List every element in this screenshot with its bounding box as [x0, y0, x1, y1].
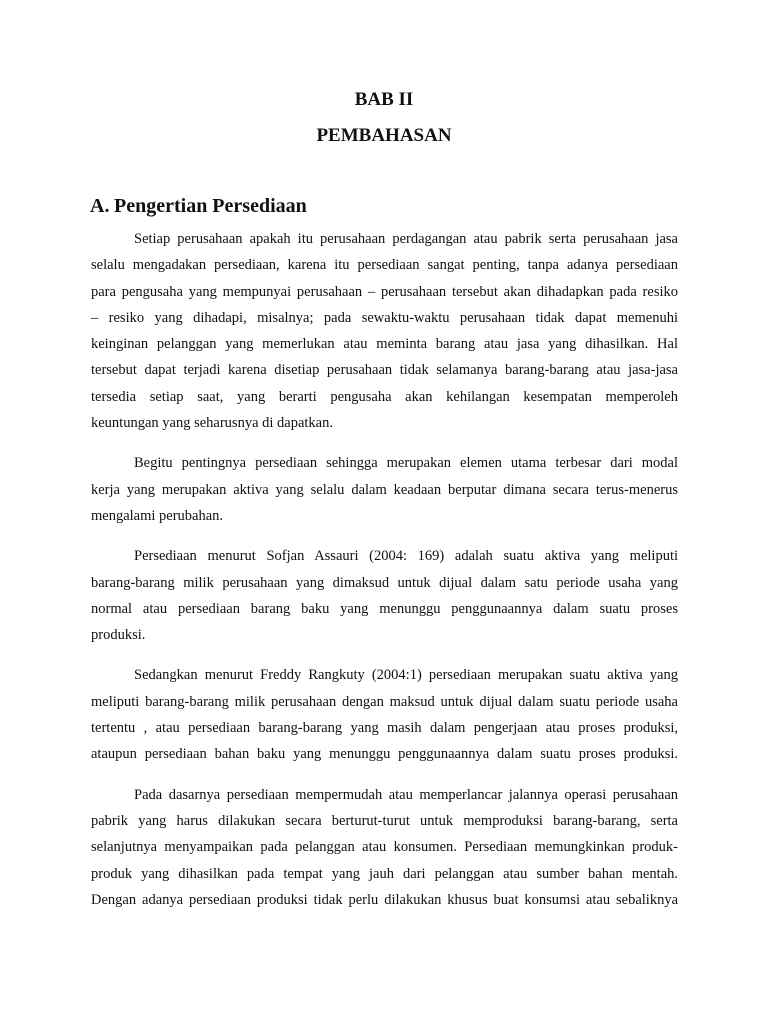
text-line: selalu mengadakan persediaan, karena itu persediaan sangat penting, tanpa adanya persediaan	[91, 257, 678, 274]
text-line: Pada dasarnya persediaan mempermudah atau memperlancar jalannya operasi perusahaan	[134, 786, 678, 803]
text-line: keinginan pelanggan yang memerlukan atau meminta barang atau jasa yang dihasilkan. Hal	[91, 336, 678, 353]
section-number: A.	[90, 195, 110, 217]
paragraph	[91, 450, 678, 529]
paragraph	[91, 226, 678, 436]
paragraph	[91, 543, 678, 648]
paragraph	[91, 782, 678, 913]
body-text	[91, 226, 678, 927]
text-line: para pengusaha yang mempunyai perusahaan – perusahaan tersebut akan dihadapkan pada resiko	[91, 283, 678, 300]
section-title: Pengertian Persediaan	[114, 195, 307, 217]
section-heading	[90, 193, 307, 219]
text-line: Sedangkan menurut Freddy Rangkuty (2004:1) persediaan merupakan suatu aktiva yang	[134, 667, 678, 684]
text-line: Persediaan menurut Sofjan Assauri (2004: 169) adalah suatu aktiva yang meliputi	[134, 548, 678, 565]
text-line: produk yang dihasilkan pada tempat yang jauh dari pelanggan atau sumber bahan mentah.	[91, 865, 678, 882]
text-line: ataupun persediaan bahan baku yang menunggu penggunaannya dalam suatu proses produksi.	[91, 746, 678, 763]
chapter-title: PEMBAHASAN	[316, 125, 452, 146]
text-line: Dengan adanya persediaan produksi tidak perlu dilakukan khusus buat konsumsi atau sebaliknya	[91, 891, 678, 908]
text-line: keuntungan yang seharusnya di dapatkan.	[91, 415, 333, 432]
text-line: barang-barang milik perusahaan yang dimaksud untuk dijual dalam satu periode usaha yang	[91, 574, 678, 591]
text-line: mengalami perubahan.	[91, 507, 224, 524]
text-line: – resiko yang dihadapi, misalnya; pada sewaktu-waktu perusahaan tidak dapat memenuhi	[91, 309, 678, 326]
text-line: tersedia setiap saat, yang berarti pengusaha akan kehilangan kesempatan memperoleh	[91, 388, 678, 405]
text-line: selanjutnya menyampaikan pada pelanggan atau konsumen. Persediaan memungkinkan produk-	[91, 839, 678, 856]
text-line: produksi.	[91, 627, 146, 644]
text-line: kerja yang merupakan aktiva yang selalu dalam keadaan berputar dimana secara terus-menerus	[91, 481, 678, 498]
text-line: tersebut dapat terjadi karena disetiap perusahaan tidak selamanya barang-barang atau jasa-jasa	[91, 362, 678, 379]
text-line: normal atau persediaan barang baku yang menunggu penggunaannya dalam suatu proses	[91, 600, 678, 617]
chapter-label: BAB II	[354, 89, 414, 110]
text-line: Setiap perusahaan apakah itu perusahaan perdagangan atau pabrik serta perusahaan jasa	[134, 231, 678, 247]
paragraph	[91, 662, 678, 767]
text-line: pabrik yang harus dilakukan secara berturut-turut untuk memproduksi barang-barang, serta	[91, 812, 678, 829]
text-line: tertentu , atau persediaan barang-barang yang masih dalam pengerjaan atau proses produksi,	[91, 720, 678, 737]
text-line: Begitu pentingnya persediaan sehingga merupakan elemen utama terbesar dari modal	[134, 455, 678, 472]
text-line: meliputi barang-barang milik perusahaan dengan maksud untuk dijual dalam suatu periode usaha	[91, 693, 678, 710]
